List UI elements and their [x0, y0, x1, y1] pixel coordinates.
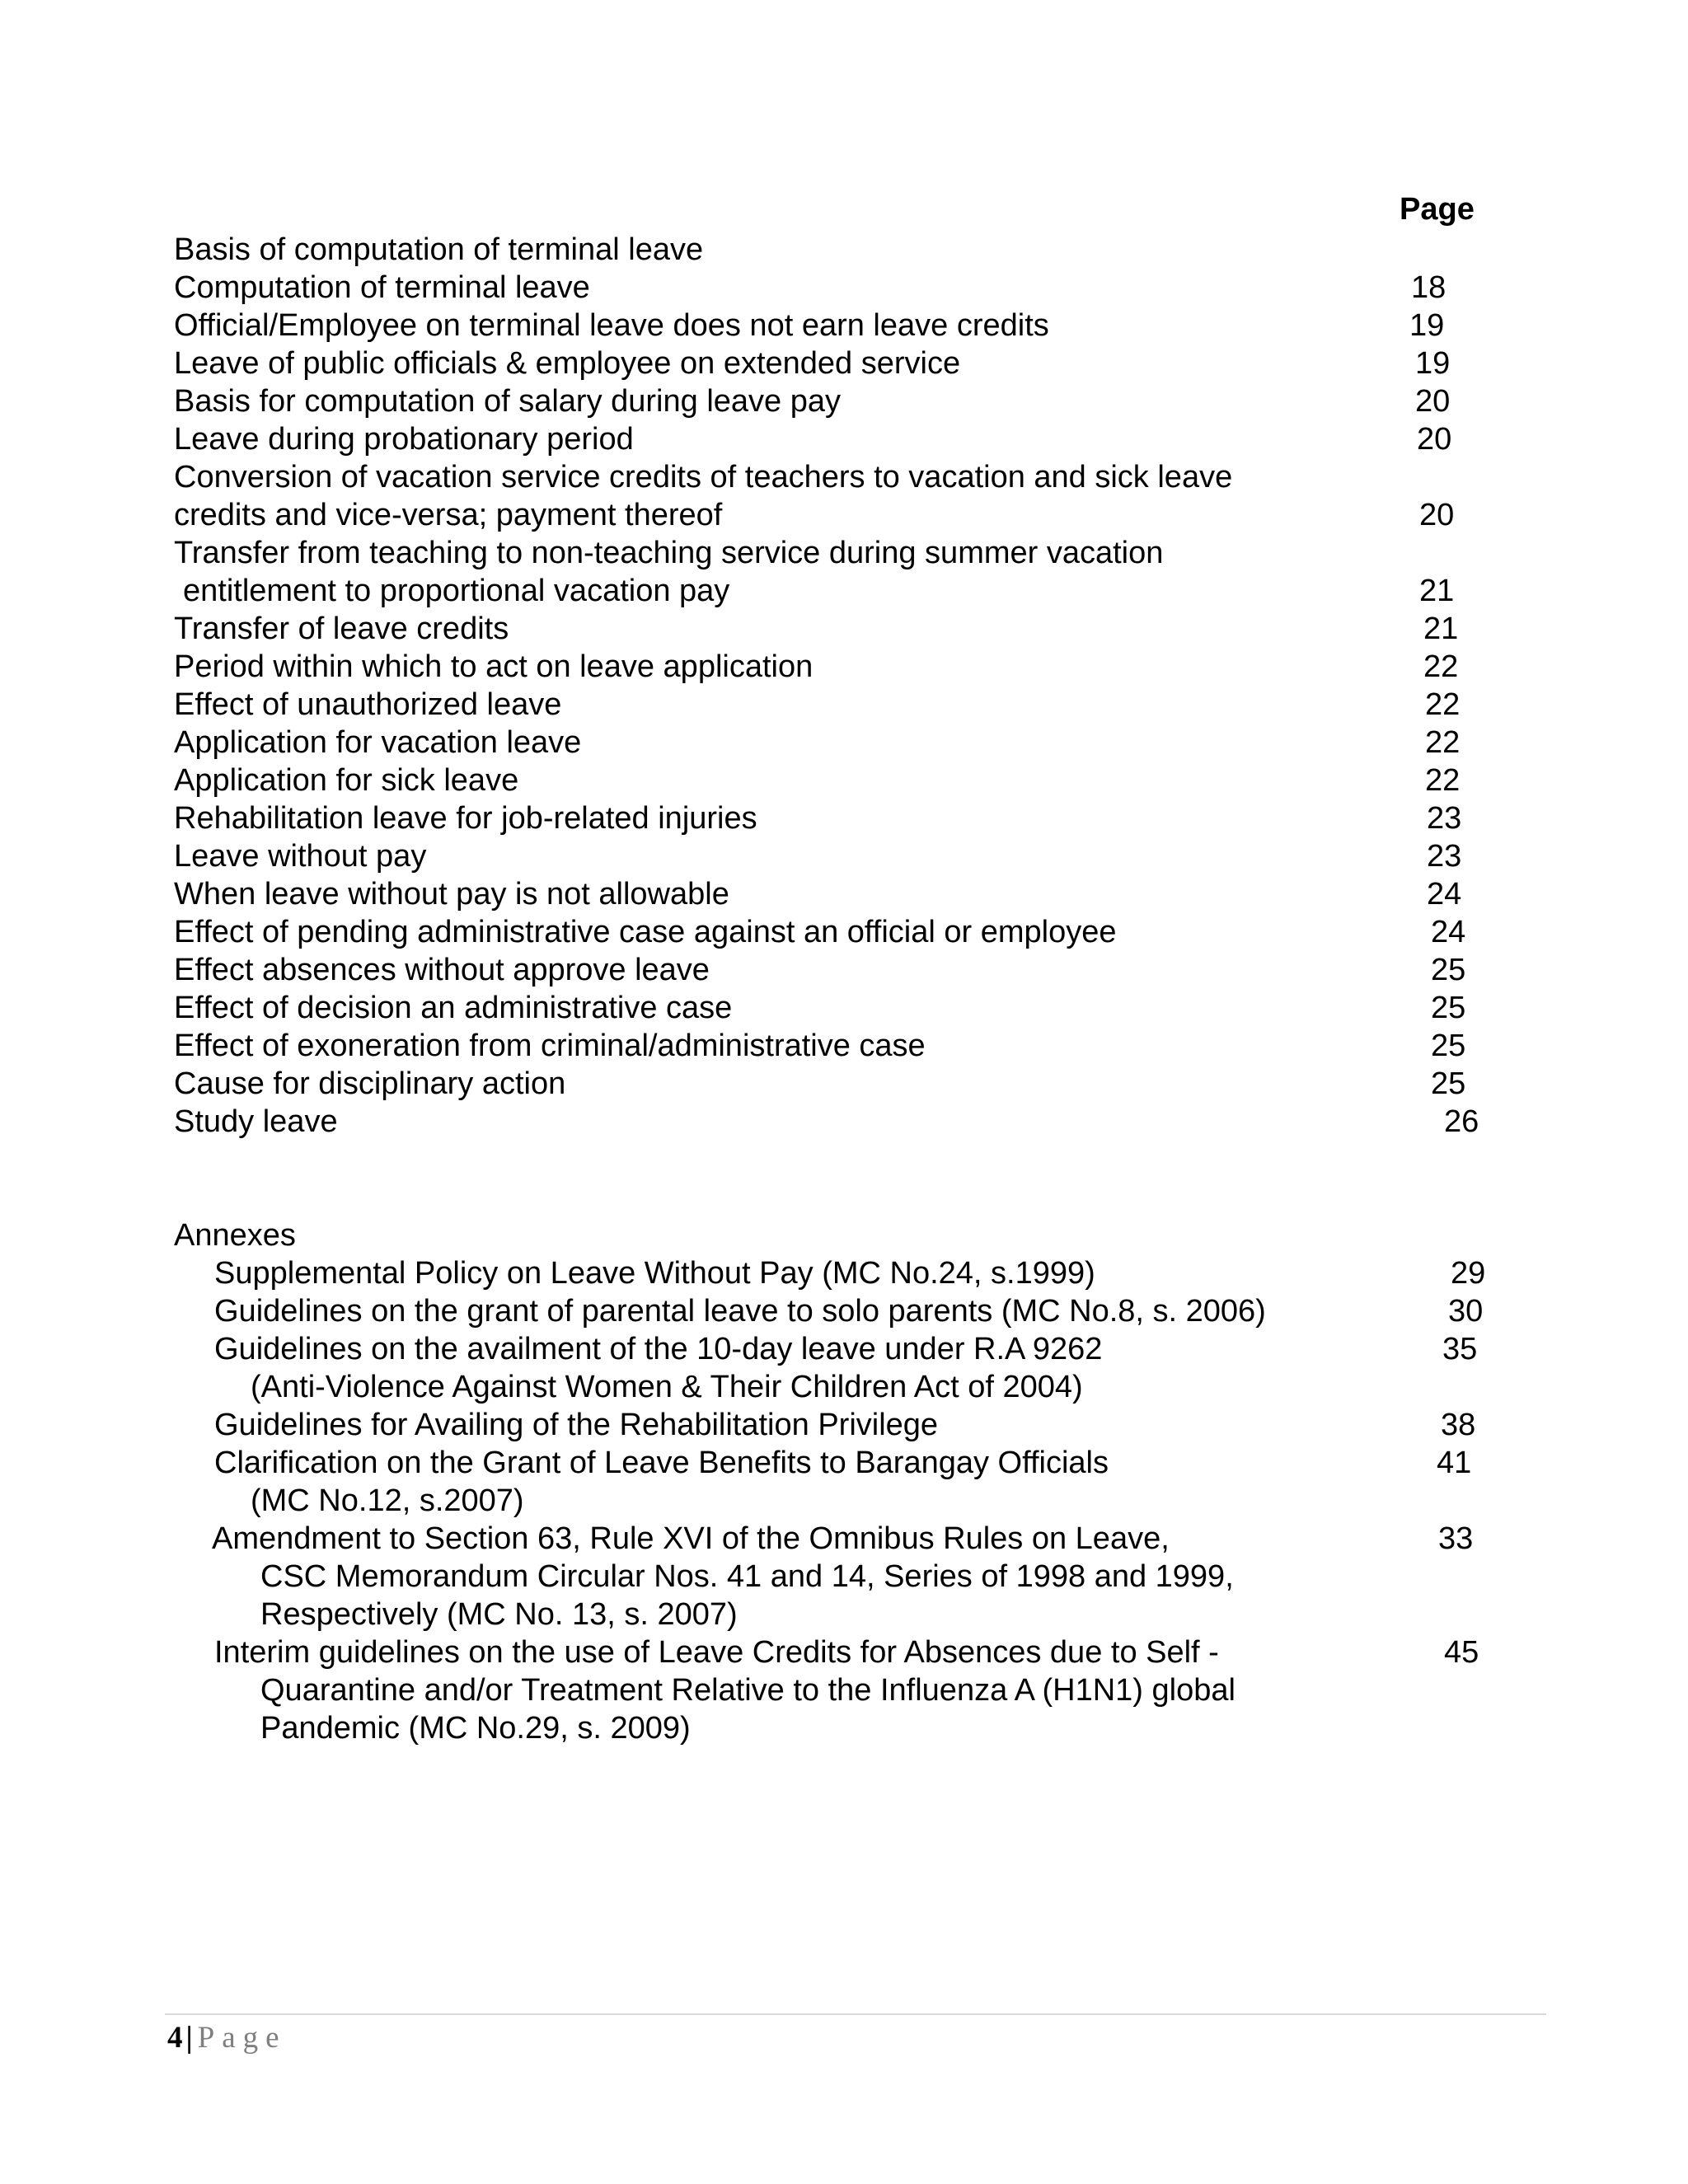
toc-entry-title: Basis for computation of salary during leave pay — [174, 384, 841, 419]
annex-entry — [0, 1254, 1688, 1292]
toc-entry — [0, 951, 1688, 989]
toc-entry-page: 25 — [1431, 1029, 1466, 1063]
annex-entry-page: 33 — [1438, 1521, 1474, 1556]
toc-entry-title: Effect of exoneration from criminal/administrative case — [174, 1029, 926, 1063]
toc-entry-page: 24 — [1431, 915, 1466, 949]
page-column-header: Page — [1400, 192, 1475, 227]
toc-entry — [0, 875, 1688, 913]
toc-entry-title: Application for sick leave — [174, 763, 519, 798]
toc-entry-title: Effect of pending administrative case against an official or employee — [174, 915, 1117, 949]
annex-entry-title: (MC No.12, s.2007) — [251, 1483, 524, 1518]
toc-entry-title: Official/Employee on terminal leave does not earn leave credits — [174, 308, 1049, 343]
annex-entry-title: Pandemic (MC No.29, s. 2009) — [260, 1711, 691, 1746]
annex-entry-title: Amendment to Section 63, Rule XVI of the Omnibus Rules on Leave, — [212, 1521, 1170, 1556]
toc-entry — [0, 572, 1688, 610]
toc-entry-page: 20 — [1417, 422, 1452, 457]
annex-entry — [0, 1520, 1688, 1558]
toc-entry-page: 22 — [1425, 687, 1461, 722]
annex-entry — [0, 1444, 1688, 1482]
toc-entry — [0, 269, 1688, 307]
toc-entry — [0, 724, 1688, 762]
footer-page-word: Page — [197, 2021, 287, 2055]
toc-entry-page: 19 — [1415, 346, 1451, 381]
toc-entry — [0, 989, 1688, 1027]
toc-entry — [0, 762, 1688, 799]
toc-entry-title: Transfer from teaching to non-teaching service during summer vacation — [174, 536, 1164, 570]
toc-entry-title: Cause for disciplinary action — [174, 1066, 566, 1101]
toc-entry — [0, 837, 1688, 875]
toc-entry-page: 22 — [1425, 725, 1461, 760]
toc-entry — [0, 458, 1688, 496]
toc-entry — [0, 1065, 1688, 1103]
toc-entry-title: credits and vice-versa; payment thereof — [174, 498, 723, 532]
toc-entry-title: Study leave — [174, 1104, 338, 1139]
footer-divider — [165, 2013, 1546, 2015]
toc-entry — [0, 686, 1688, 724]
footer-separator: | — [185, 2021, 193, 2055]
annex-entry — [0, 1633, 1688, 1671]
toc-entry — [0, 307, 1688, 344]
annex-entry — [0, 1330, 1688, 1368]
toc-entry — [0, 496, 1688, 534]
toc-entry — [0, 344, 1688, 382]
toc-entry-title: Leave during probationary period — [174, 422, 634, 457]
annex-entry-page: 45 — [1444, 1635, 1479, 1670]
toc-entry — [0, 1103, 1688, 1141]
toc-entry-page: 25 — [1431, 991, 1466, 1025]
toc-entry-page: 25 — [1431, 1066, 1466, 1101]
toc-entry — [0, 382, 1688, 420]
annex-entry — [0, 1292, 1688, 1330]
toc-entry-page: 22 — [1425, 763, 1461, 798]
toc-entry-title: Effect of unauthorized leave — [174, 687, 562, 722]
toc-entry — [0, 231, 1688, 269]
toc-entry — [0, 534, 1688, 572]
annex-entry — [0, 1671, 1688, 1709]
toc-entry-page: 26 — [1444, 1104, 1479, 1139]
annex-entry-title: Supplemental Policy on Leave Without Pay (MC No.24, s.1999) — [214, 1256, 1095, 1291]
annex-entry-title: Clarification on the Grant of Leave Benefits to Barangay Officials — [214, 1446, 1109, 1480]
toc-entry-title: Transfer of leave credits — [174, 612, 509, 646]
toc-entry-page: 23 — [1427, 801, 1462, 836]
page-footer — [167, 2020, 287, 2056]
annex-entry — [0, 1482, 1688, 1520]
annexes-heading-row — [0, 1216, 1688, 1254]
annex-entry-title: CSC Memorandum Circular Nos. 41 and 14, Series of 1998 and 1999, — [260, 1559, 1234, 1594]
annex-entry-title: Interim guidelines on the use of Leave Credits for Absences due to Self - — [214, 1635, 1219, 1670]
toc-entry — [0, 420, 1688, 458]
annex-entry-title: Guidelines on the availment of the 10-day leave under R.A 9262 — [214, 1332, 1103, 1366]
toc-entry-page: 22 — [1423, 649, 1459, 684]
annex-entry-title: Respectively (MC No. 13, s. 2007) — [260, 1597, 738, 1632]
toc-entry-title: Application for vacation leave — [174, 725, 582, 760]
toc-entry — [0, 1027, 1688, 1065]
annex-entry — [0, 1406, 1688, 1444]
footer-page-number: 4 — [167, 2021, 183, 2055]
annex-entry-page: 30 — [1448, 1294, 1484, 1329]
toc-entry-title: Leave without pay — [174, 839, 427, 874]
toc-entry-page: 23 — [1427, 839, 1462, 874]
toc-entry-page: 19 — [1409, 308, 1445, 343]
annex-entry-title: (Anti-Violence Against Women & Their Children Act of 2004) — [251, 1370, 1083, 1404]
toc-entry — [0, 799, 1688, 837]
toc-entry-title: Effect absences without approve leave — [174, 953, 710, 987]
toc-entry-page: 18 — [1411, 270, 1447, 305]
toc-entry-page: 21 — [1419, 574, 1455, 608]
toc-entry-title: Basis of computation of terminal leave — [174, 232, 704, 267]
annex-entry-page: 29 — [1451, 1256, 1486, 1291]
toc-entry-title: Period within which to act on leave application — [174, 649, 814, 684]
annex-entry-page: 35 — [1442, 1332, 1478, 1366]
toc-entry-title: entitlement to proportional vacation pay — [183, 574, 730, 608]
annex-entry — [0, 1709, 1688, 1747]
annex-entry-page: 41 — [1437, 1446, 1472, 1480]
annex-entry-title: Guidelines on the grant of parental leave to solo parents (MC No.8, s. 2006) — [214, 1294, 1266, 1329]
toc-entry-title: When leave without pay is not allowable — [174, 877, 729, 912]
annex-entry-title: Guidelines for Availing of the Rehabilitation Privilege — [214, 1408, 939, 1442]
annexes-heading: Annexes — [174, 1218, 296, 1253]
annex-entry-title: Quarantine and/or Treatment Relative to the Influenza A (H1N1) global — [260, 1673, 1236, 1708]
toc-entry-page: 24 — [1427, 877, 1462, 912]
annex-entry-page: 38 — [1441, 1408, 1476, 1442]
toc-entry-title: Effect of decision an administrative case — [174, 991, 733, 1025]
annex-entry — [0, 1558, 1688, 1596]
toc-entry-page: 21 — [1423, 612, 1459, 646]
toc-entry-title: Leave of public officials & employee on extended service — [174, 346, 961, 381]
toc-entry-page: 20 — [1419, 498, 1455, 532]
toc-entry-page: 25 — [1431, 953, 1466, 987]
toc-entry — [0, 648, 1688, 686]
toc-entry-title: Computation of terminal leave — [174, 270, 590, 305]
toc-entry-title: Rehabilitation leave for job-related injuries — [174, 801, 757, 836]
toc-entry-title: Conversion of vacation service credits of teachers to vacation and sick leave — [174, 460, 1233, 494]
toc-entry-page: 20 — [1415, 384, 1451, 419]
annex-entry — [0, 1596, 1688, 1633]
toc-entry — [0, 913, 1688, 951]
annex-entry — [0, 1368, 1688, 1406]
toc-entry — [0, 610, 1688, 648]
